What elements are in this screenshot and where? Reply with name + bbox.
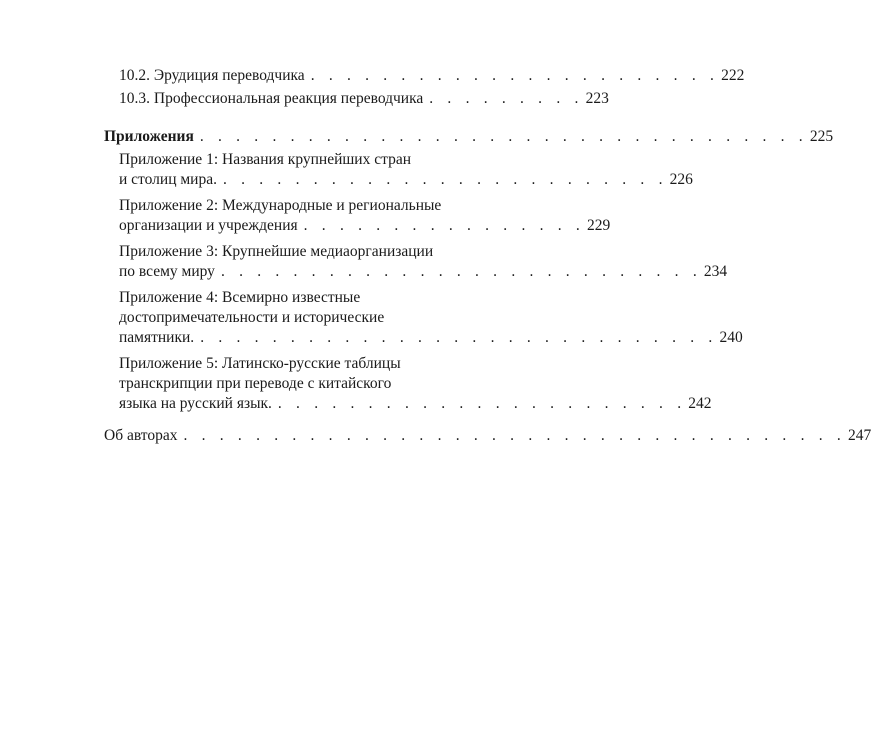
toc-entry-title-line: по всему миру [119,263,215,280]
toc-entry-title-line: и столиц мира. [119,171,217,188]
toc-entry-appendix-1[interactable] [104,150,693,190]
toc-leader-dots: . . . . . . . . . . . . . . . . . . . . . . . . . [222,171,668,188]
toc-leader-dots: . . . . . . . . . . . . . . . . . . . . . . . . . . . [220,263,702,280]
toc-entry-about-authors[interactable] [104,426,871,446]
toc-entry-title-line: Приложение 5: Латинско-русские таблицы [119,355,401,372]
toc-entry-title-line: транскрипции при переводе с китайского [119,375,392,392]
table-of-contents [104,66,871,446]
toc-leader-dots: . . . . . . . . . . . . . . . . . . . . . . . [310,67,720,84]
toc-page-number: 242 [688,395,712,412]
toc-leader-dots: . . . . . . . . . . . . . . . . . . . . . . . . . . . . . [200,329,718,346]
toc-leader-dots: . . . . . . . . . [429,90,584,107]
toc-entry-title-line: Приложение 2: Международные и региональные [119,197,442,214]
toc-page-number: 223 [585,90,609,107]
toc-page-number: 222 [721,67,745,84]
toc-entry-title-line: Приложение 4: Всемирно известные [119,289,361,306]
toc-page-number: 234 [703,263,728,280]
toc-entry-appendix-4[interactable] [104,288,743,348]
toc-entry-title-line: памятники. [119,329,195,346]
toc-entry-title: Приложения [104,128,194,145]
toc-entry-title: Об авторах [104,427,178,444]
toc-page-number: 229 [586,217,611,234]
toc-leader-dots: . . . . . . . . . . . . . . . . . . . . . . . . . . . . . . . . . . [199,128,808,145]
toc-page-number: 226 [669,171,693,188]
toc-leader-dots: . . . . . . . . . . . . . . . . . . . . . . . [277,395,687,412]
toc-entry-title: 10.2. Эрудиция переводчика [119,67,305,84]
toc-entry-appendix-2[interactable] [104,196,611,236]
toc-entry-title-line: языка на русский язык. [119,395,272,412]
toc-page-number: 225 [809,128,834,145]
toc-leader-dots: . . . . . . . . . . . . . . . . [303,217,585,234]
toc-entry-appendix-5[interactable] [104,354,712,414]
toc-entry-appendix-3[interactable] [104,242,728,282]
toc-entry-title-line: Приложение 1: Названия крупнейших стран [119,151,411,168]
toc-entry-title-line: Приложение 3: Крупнейшие медиаорганизации [119,243,434,260]
toc-entry-title-line: организации и учреждения [119,217,298,234]
toc-entry-title: 10.3. Профессиональная реакция переводчика [119,90,424,107]
toc-leader-dots: . . . . . . . . . . . . . . . . . . . . . . . . . . . . . . . . . . . . . [183,427,846,444]
toc-entry-title-line: достопримечательности и исторические [119,309,385,326]
toc-entry-10-3[interactable] [104,89,609,109]
toc-entry-appendices[interactable] [104,127,834,147]
toc-entry-10-2[interactable] [104,66,745,86]
toc-page-number: 247 [847,427,871,444]
toc-page-number: 240 [719,329,743,346]
